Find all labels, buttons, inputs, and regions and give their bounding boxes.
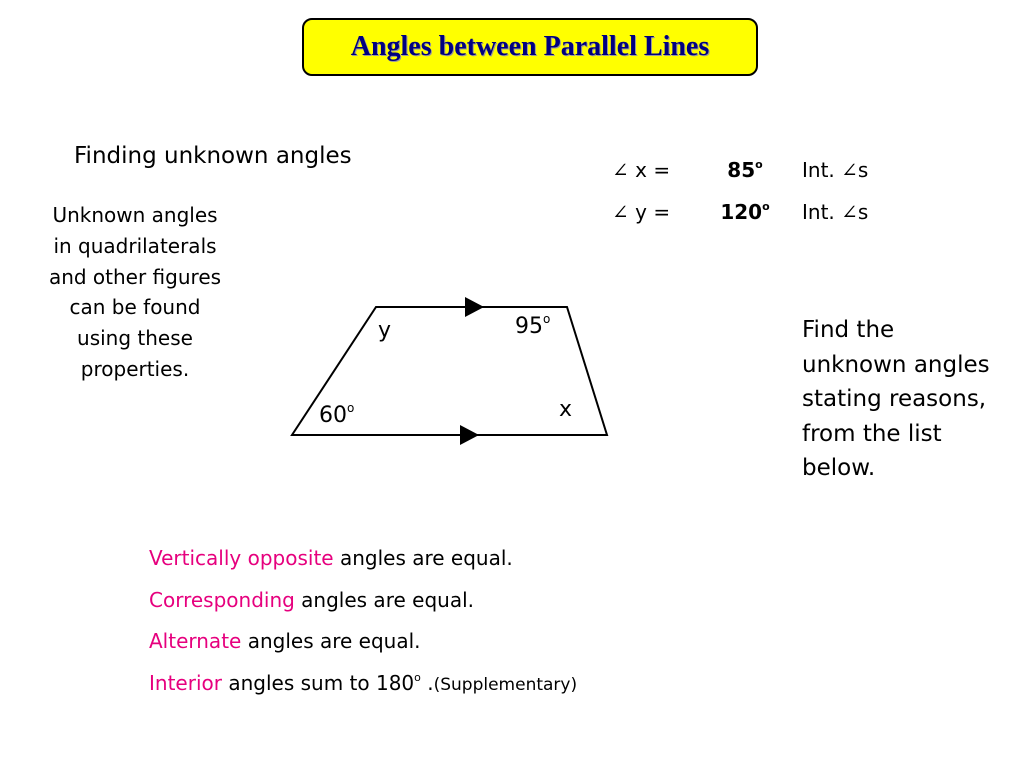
- trapezium-diagram: [270, 280, 630, 460]
- answer-value-y: 120$^o$: [720, 200, 770, 224]
- angle-label-95: 95$^o$: [515, 312, 551, 339]
- answer-label-y: ∠ y =: [612, 200, 671, 224]
- instruction-text: Find the unknown angles stating reasons, from the list below.: [802, 317, 990, 481]
- degree-symbol: o: [755, 158, 763, 171]
- rules-list: [149, 546, 577, 712]
- answer-reason-y: Int. ∠s: [802, 200, 869, 224]
- angle-label-60: 60$^o$: [319, 401, 355, 428]
- angle-icon: ∠: [841, 200, 858, 224]
- angle-icon: ∠: [841, 158, 858, 182]
- angle-label-y: y: [378, 318, 392, 343]
- answer-value-x: 85$^o$: [727, 158, 763, 182]
- rule-alternate: Alternate angles are equal.: [149, 629, 421, 653]
- answer-row-x: [0, 158, 1024, 188]
- parallel-arrow-bottom-icon: [460, 425, 479, 445]
- angle-icon: ∠: [612, 158, 629, 182]
- answer-reason-x: Int. ∠s: [802, 158, 869, 182]
- degree-symbol: o: [762, 200, 770, 213]
- rule-interior: Interior angles sum to 180$^o$ .(Supplementary): [149, 670, 578, 695]
- page-title: Angles between Parallel Lines: [350, 31, 710, 62]
- parallel-arrow-top-icon: [465, 297, 484, 317]
- angle-icon: ∠: [612, 200, 629, 224]
- trapezium-figure: [270, 280, 630, 460]
- answer-row-y: [0, 200, 1024, 230]
- rule-corresponding: Corresponding angles are equal.: [149, 587, 474, 612]
- intro-text: Unknown angles in quadrilaterals and other figures can be found using these properties.: [48, 203, 222, 381]
- angle-label-x: x: [559, 397, 573, 422]
- rule-vertically-opposite: Vertically opposite angles are equal.: [149, 546, 513, 570]
- answer-label-x: ∠ x =: [612, 158, 671, 182]
- title-banner: [302, 18, 758, 76]
- subheading: Finding unknown angles: [74, 143, 352, 169]
